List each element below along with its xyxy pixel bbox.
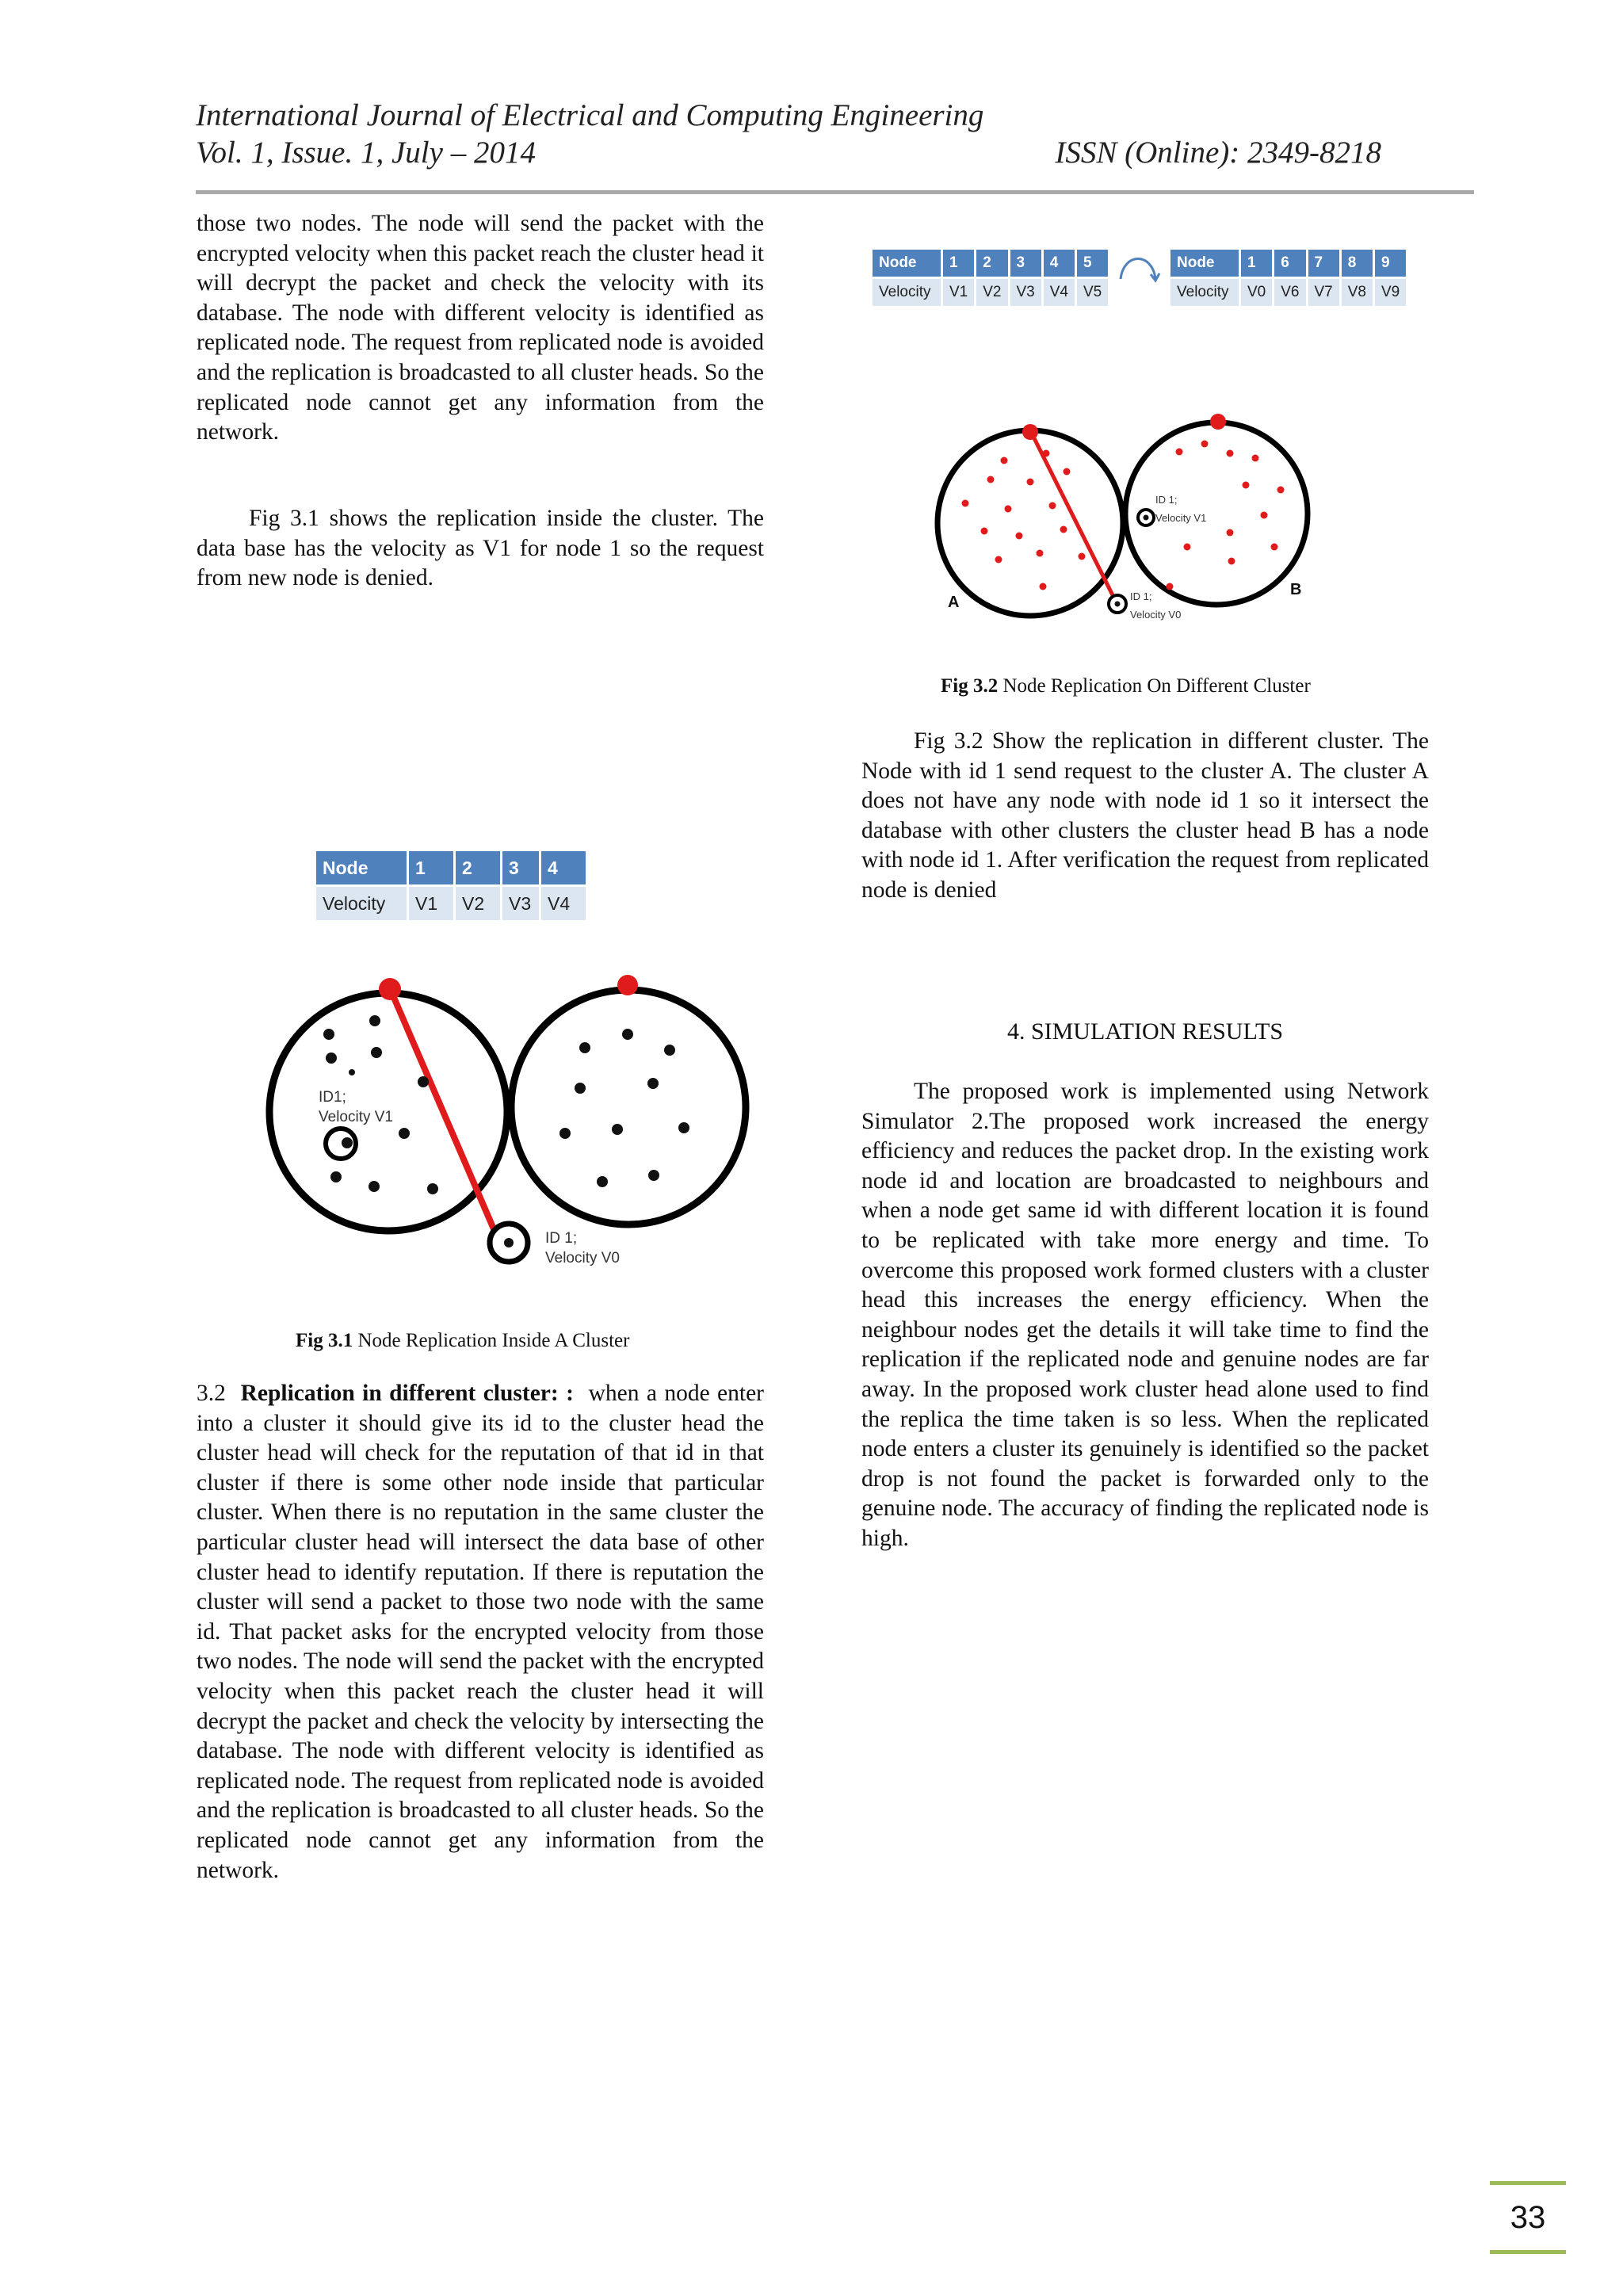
section-title-simulation: 4. SIMULATION RESULTS	[1006, 1018, 1284, 1045]
right-paragraph-2: The proposed work is implemented using Network Simulator 2.The proposed work increased the energy efficiency and reduces the packet drop. In the existing work node id and location are broadcasted to neighbours and when a node get same id with different location it is found to be replicated with take more energy and time. To overcome this proposed work formed clusters with a cluster head this increases the energy efficiency. When the neighbour nodes get the details it will take time to find the replication if the replicated node and genuine nodes are far away. In the proposed work cluster head alone used to find the replica the time taken is so less. When the replicated node enters a cluster its genuinely is identified so the packet drop is not found the packet is forwarded only to the genuine node. The accuracy of finding the replicated node is high.	[861, 1079, 1429, 1551]
table-cell: V2	[456, 887, 500, 920]
transfer-arrow-icon	[1116, 247, 1163, 285]
sensor-nodes-right	[559, 1029, 689, 1187]
cluster-head-left	[379, 978, 401, 1000]
fig31-caption-label: Fig 3.1	[296, 1330, 353, 1351]
genuine-node-label-id: ID1;	[319, 1089, 346, 1106]
genuine-node-label-id: ID 1;	[1155, 494, 1178, 506]
genuine-node	[1144, 515, 1149, 521]
replicated-node	[1115, 602, 1121, 607]
table-cell: V0	[1241, 279, 1272, 306]
fig32-caption-text: Node Replication On Different Cluster	[998, 675, 1311, 697]
issn: ISSN (Online): 2349-8218	[1055, 136, 1381, 170]
cluster-head-a	[1022, 424, 1038, 440]
table-cell: 2	[976, 250, 1007, 277]
fig31-caption	[296, 1330, 629, 1352]
left-paragraph-2: Fig 3.1 shows the replication inside the cluster. The data base has the velocity as V1 for node 1 so the request from new node is denied.	[197, 506, 764, 591]
table-cell: 6	[1274, 250, 1305, 277]
right-paragraph-1: Fig 3.2 Show the replication in different cluster. The Node with id 1 send request to the cluster A. The cluster A does not have any node with node id 1 so it intersect the database with other clusters the cluster head B has a node with node id 1. After verification the request from replicated node is denied	[861, 728, 1429, 903]
replication-link	[1030, 430, 1113, 597]
table-cell: Node	[873, 250, 941, 277]
replicated-node-label-velocity: Velocity V0	[1130, 609, 1182, 621]
fig32-caption	[941, 675, 1311, 697]
fig31-caption-text: Node Replication Inside A Cluster	[353, 1330, 630, 1351]
genuine-node-label-velocity: Velocity V1	[1155, 512, 1207, 524]
table-cell: 7	[1308, 250, 1339, 277]
table-cell: V8	[1342, 279, 1373, 306]
cluster-head-b	[1210, 414, 1226, 430]
table-cell: Node	[1170, 250, 1239, 277]
table-cell: 8	[1342, 250, 1373, 277]
header-rule	[196, 190, 1474, 194]
table-cell: 9	[1375, 250, 1406, 277]
table-cell: Node	[316, 851, 407, 884]
table-cell: V9	[1375, 279, 1406, 306]
section-heading: Replication in different cluster: :	[240, 1381, 574, 1406]
page-number: 33	[1490, 2181, 1566, 2254]
cluster-a-circle	[938, 430, 1123, 616]
table-cell: V4	[541, 887, 586, 920]
table-cell: 4	[541, 851, 586, 884]
cluster-a-label: A	[948, 594, 960, 611]
replicated-node-label-velocity: Velocity V0	[545, 1250, 620, 1266]
left-paragraph-3	[197, 1379, 764, 1885]
cluster-circle-right	[511, 990, 746, 1224]
replicated-node-label-id: ID 1;	[1130, 590, 1152, 602]
table-cell: V3	[1010, 279, 1041, 306]
sensor-nodes-a	[962, 450, 1086, 590]
replicated-node	[504, 1238, 514, 1247]
cluster-b-label: B	[1290, 581, 1302, 598]
fig31-cluster-diagram	[246, 955, 753, 1288]
replicated-node-label-id: ID 1;	[545, 1230, 578, 1247]
table-cell: 1	[409, 851, 453, 884]
fig31-velocity-table	[314, 849, 588, 923]
cluster-head-right	[617, 975, 638, 995]
table-cell: 2	[456, 851, 500, 884]
replication-link	[390, 988, 499, 1242]
left-paragraph-1: those two nodes. The node will send the packet with the encrypted velocity when this packet reach the cluster head it will decrypt the packet and check the velocity with its database. The node with different velocity is identified as replicated node. The request from replicated node is avoided and the replication is broadcasted to all cluster heads. So the replicated node cannot get any information from the network.	[197, 211, 764, 445]
table-cell: V1	[943, 279, 974, 306]
table-cell: Velocity	[316, 887, 407, 920]
section-number: 3.2	[197, 1381, 226, 1406]
table-cell: V4	[1044, 279, 1075, 306]
table-cell: 4	[1044, 250, 1075, 277]
table-cell: V7	[1308, 279, 1339, 306]
fig32-cluster-diagram	[927, 388, 1339, 642]
journal-title: International Journal of Electrical and Computing Engineering	[196, 98, 984, 132]
fig32-table-cluster-b	[1168, 247, 1408, 308]
table-cell: 3	[502, 851, 539, 884]
table-cell: 1	[1241, 250, 1272, 277]
table-cell: V5	[1077, 279, 1108, 306]
fig32-table-cluster-a	[870, 247, 1110, 308]
table-cell: V6	[1274, 279, 1305, 306]
volume-info: Vol. 1, Issue. 1, July – 2014	[196, 136, 536, 170]
table-cell: 3	[1010, 250, 1041, 277]
table-cell: Velocity	[1170, 279, 1239, 306]
table-cell: 1	[943, 250, 974, 277]
table-cell: V1	[409, 887, 453, 920]
table-cell: Velocity	[873, 279, 941, 306]
table-cell: V3	[502, 887, 539, 920]
table-cell: V2	[976, 279, 1007, 306]
table-cell: 5	[1077, 250, 1108, 277]
section-body: when a node enter into a cluster it should give its id to the cluster head the cluster head will check for the reputation of that id in that cluster if there is some other node inside that particular cluster. When there is no reputation in the same cluster the particular cluster head will intersect the data base of other cluster head to identify reputation. If there is reputation the cluster will send a packet to those two node with the same id. That packet asks for the encrypted velocity from those two nodes. The node will send the packet with the encrypted velocity when this packet reach the cluster head it will decrypt the packet and check the velocity by intersecting the database. The node with different velocity is identified as replicated node. The request from replicated node is avoided and the replication is broadcasted to all cluster heads. So the replicated node cannot get any information from the network.	[197, 1381, 764, 1883]
fig32-caption-label: Fig 3.2	[941, 675, 999, 697]
genuine-node-label-velocity: Velocity V1	[319, 1109, 393, 1125]
